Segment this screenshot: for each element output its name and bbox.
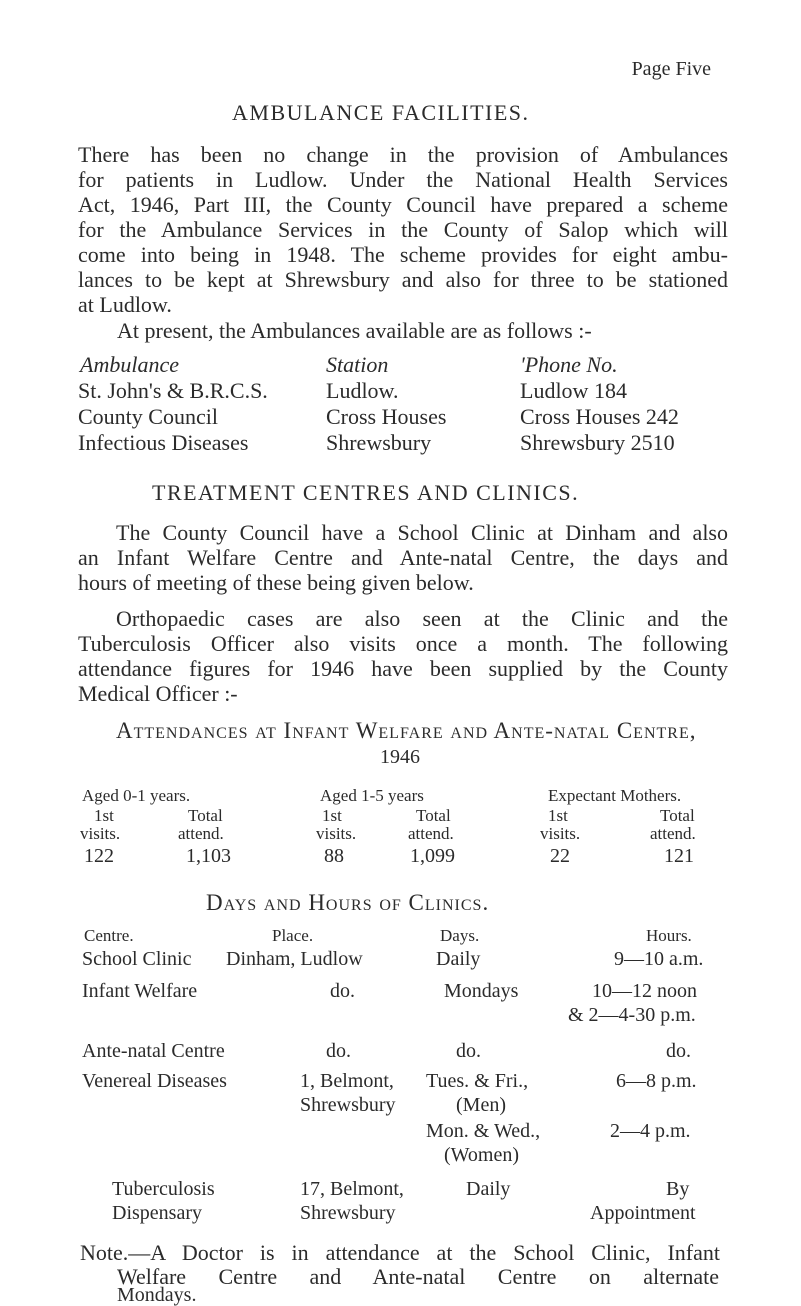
group-col-head: visits. (316, 824, 357, 843)
table-cell: Shrewsbury 2510 (520, 430, 675, 455)
group-name: Expectant Mothers. (548, 786, 682, 805)
group-col-head: attend. (178, 824, 224, 843)
clinics-col-header: Place. (272, 926, 314, 945)
clinics-title: Days and Hours of Clinics. (206, 890, 490, 915)
table-cell: County Council (78, 404, 218, 429)
clinic-centre: Venereal Diseases (82, 1070, 227, 1092)
clinic-hours: 2—4 p.m. (610, 1120, 691, 1142)
treatment-paragraph-2 (78, 606, 728, 706)
paragraph-line: come into being in 1948. The scheme provides for eight ambu- (78, 242, 728, 267)
ambulance-paragraph (78, 142, 728, 317)
note-line: Welfare Centre and Ante-natal Centre on alternate (117, 1264, 719, 1289)
col-header-phone: 'Phone No. (520, 352, 618, 377)
clinic-centre: Tuberculosis (112, 1178, 215, 1200)
clinic-days: Mondays (444, 980, 519, 1002)
clinic-centre: School Clinic (82, 948, 192, 970)
clinic-place: do. (330, 980, 355, 1002)
group-name: Aged 1-5 years (320, 786, 424, 805)
clinic-hours: Appointment (590, 1202, 696, 1224)
group-value: 22 (550, 845, 570, 867)
clinic-centre: Ante-natal Centre (82, 1040, 225, 1062)
table-cell: Infectious Diseases (78, 430, 249, 455)
paragraph-line: Orthopaedic cases are also seen at the Clinic and the (116, 606, 728, 631)
paragraph-line: There has been no change in the provision of Ambulances (78, 142, 728, 167)
group-col-head: visits. (540, 824, 581, 843)
group-col-head: attend. (650, 824, 696, 843)
attendances-title: Attendances at Infant Welfare and Ante-natal Centre, (116, 718, 697, 743)
clinic-days: Daily (436, 948, 481, 970)
table-cell: St. John's & B.R.C.S. (78, 378, 268, 403)
treatment-heading: TREATMENT CENTRES AND CLINICS. (152, 480, 580, 505)
group-value: 1,099 (410, 845, 455, 867)
note-line: Note.—A Doctor is in attendance at the School Clinic, Infant (80, 1240, 720, 1265)
page-number: Page Five (631, 58, 711, 80)
clinic-centre: Infant Welfare (82, 980, 198, 1002)
paragraph-line: attendance figures for 1946 have been supplied by the County (78, 656, 728, 681)
clinic-hours: By (666, 1178, 690, 1200)
clinic-centre: Dispensary (112, 1202, 202, 1224)
paragraph-line: an Infant Welfare Centre and Ante-natal Centre, the days and (78, 545, 728, 570)
clinic-hours: do. (666, 1040, 691, 1062)
table-cell: Shrewsbury (326, 430, 432, 455)
paragraph-line: The County Council have a School Clinic at Dinham and also (116, 520, 728, 545)
clinic-days: do. (456, 1040, 481, 1062)
paragraph-line: Act, 1946, Part III, the County Council have prepared a scheme (78, 192, 728, 217)
clinics-col-header: Hours. (646, 926, 692, 945)
group-col-head: visits. (80, 824, 121, 843)
group-value: 121 (664, 845, 694, 867)
clinic-days: Mon. & Wed., (426, 1120, 541, 1142)
clinic-place: Dinham, Ludlow (226, 948, 363, 970)
clinic-hours: & 2—4-30 p.m. (568, 1004, 696, 1026)
col-header-station: Station (326, 352, 389, 377)
col-header-ambulance: Ambulance (80, 352, 179, 377)
group-value: 122 (84, 845, 114, 867)
paragraph-line: hours of meeting of these being given below. (78, 570, 474, 595)
clinic-days: Daily (466, 1178, 511, 1200)
group-col-head: Total (188, 806, 223, 825)
clinic-hours: 9—10 a.m. (614, 948, 704, 970)
clinic-hours: 10—12 noon (592, 980, 697, 1002)
clinic-hours: 6—8 p.m. (616, 1070, 697, 1092)
group-col-head: 1st (548, 806, 568, 825)
clinic-days: Tues. & Fri., (426, 1070, 529, 1092)
clinics-col-header: Days. (440, 926, 480, 945)
paragraph-line: for patients in Ludlow. Under the National Health Services (78, 167, 728, 192)
ambulance-heading: AMBULANCE FACILITIES. (232, 100, 530, 125)
clinic-place: 1, Belmont, (300, 1070, 394, 1092)
clinic-place: do. (326, 1040, 351, 1062)
group-col-head: attend. (408, 824, 454, 843)
group-name: Aged 0-1 years. (82, 786, 191, 805)
paragraph-line: Medical Officer :- (78, 681, 238, 706)
clinic-place: 17, Belmont, (300, 1178, 404, 1200)
clinic-days: (Men) (456, 1094, 506, 1116)
group-col-head: 1st (94, 806, 114, 825)
clinic-days: (Women) (444, 1144, 520, 1166)
clinic-place: Shrewsbury (300, 1094, 396, 1116)
note-line: Mondays. (117, 1284, 197, 1306)
clinic-place: Shrewsbury (300, 1202, 396, 1224)
paragraph-line: Tuberculosis Officer also visits once a month. The following (78, 631, 728, 656)
treatment-paragraph-1 (78, 520, 728, 595)
group-col-head: Total (416, 806, 451, 825)
group-value: 1,103 (186, 845, 231, 867)
group-col-head: 1st (322, 806, 342, 825)
group-col-head: Total (660, 806, 695, 825)
attendances-year: 1946 (380, 746, 420, 768)
ambulance-intro: At present, the Ambulances available are as follows :- (117, 318, 592, 343)
table-cell: Cross Houses 242 (520, 404, 679, 429)
paragraph-line: for the Ambulance Services in the County of Salop which will (78, 217, 728, 242)
clinics-col-header: Centre. (84, 926, 134, 945)
group-value: 88 (324, 845, 344, 867)
paragraph-line: at Ludlow. (78, 292, 172, 317)
table-cell: Cross Houses (326, 404, 447, 429)
table-cell: Ludlow 184 (520, 378, 627, 403)
table-cell: Ludlow. (326, 378, 399, 403)
paragraph-line: lances to be kept at Shrewsbury and also for three to be stationed (78, 267, 728, 292)
